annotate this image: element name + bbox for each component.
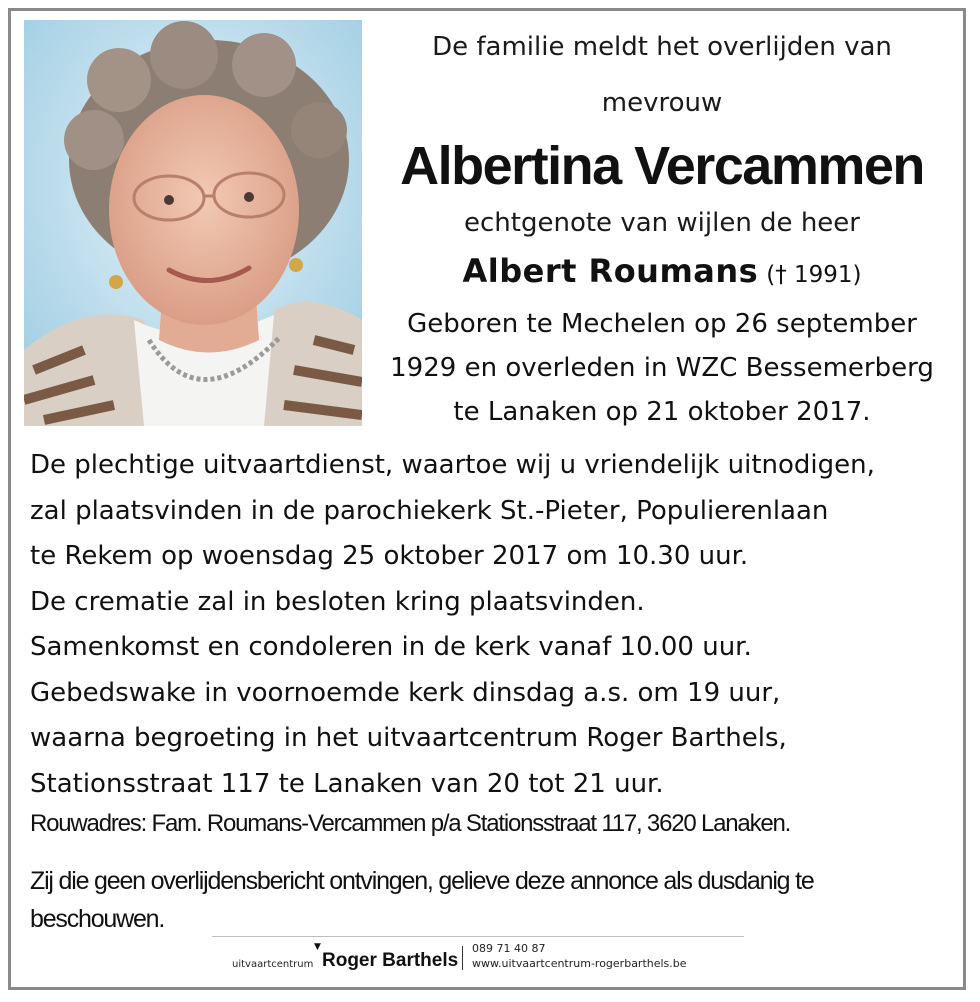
bio-block <box>382 302 942 434</box>
footer-website: www.uitvaartcentrum-rogerbarthels.be <box>472 957 687 970</box>
body-line: Gebedswake in voornoemde kerk dinsdag a.s. om 19 uur, <box>30 677 781 708</box>
logo-label: uitvaartcentrum <box>232 959 314 970</box>
notice-note <box>30 862 930 938</box>
spouse-name: Albert Roumans <box>462 252 759 290</box>
bio-line: 1929 en overleden in WZC Bessemerberg <box>390 353 934 383</box>
bio-line: te Lanaken op 21 oktober 2017. <box>453 397 871 427</box>
body-line: te Rekem op woensdag 25 oktober 2017 om 10.30 uur. <box>30 541 749 571</box>
body-line: De crematie zal in besloten kring plaatsvinden. <box>30 586 645 617</box>
bio-line: Geboren te Mechelen op 26 september <box>407 309 917 339</box>
mourning-address: Rouwadres: Fam. Roumans-Vercammen p/a Stationsstraat 117, 3620 Lanaken. <box>30 810 791 837</box>
body-line: De plechtige uitvaartdienst, waartoe wij u vriendelijk uitnodigen, <box>30 450 875 480</box>
body-line: Stationsstraat 117 te Lanaken van 20 tot 21 uur. <box>30 768 664 799</box>
spouse-death: († 1991) <box>766 262 862 288</box>
note-line: beschouwen. <box>30 905 165 933</box>
logo-separator <box>462 946 463 970</box>
spouse-intro: echtgenote van wijlen de heer <box>464 208 860 238</box>
intro-line: De familie meldt het overlijden van <box>432 32 892 62</box>
logo-brand: Roger Barthels <box>322 950 459 971</box>
funeral-home-logo <box>232 942 732 974</box>
footer-phone: 089 71 40 87 <box>472 942 546 955</box>
note-line: Zij die geen overlijdensbericht ontvingen, gelieve deze annonce als dusdanig te <box>30 867 814 895</box>
body-line: waarna begroeting in het uitvaartcentrum Roger Barthels, <box>30 723 787 753</box>
deceased-name: Albertina Vercammen <box>400 136 924 196</box>
ceremony-details <box>30 443 960 807</box>
body-line: Samenkomst en condoleren in de kerk vanaf 10.00 uur. <box>30 632 752 662</box>
spouse-line <box>382 252 942 290</box>
title-line: mevrouw <box>601 88 723 118</box>
portrait-photo <box>24 20 362 426</box>
body-line: zal plaatsvinden in de parochiekerk St.-Pieter, Populierenlaan <box>30 495 829 526</box>
footer-divider <box>212 936 744 937</box>
triangle-icon: ▼ <box>314 942 321 952</box>
